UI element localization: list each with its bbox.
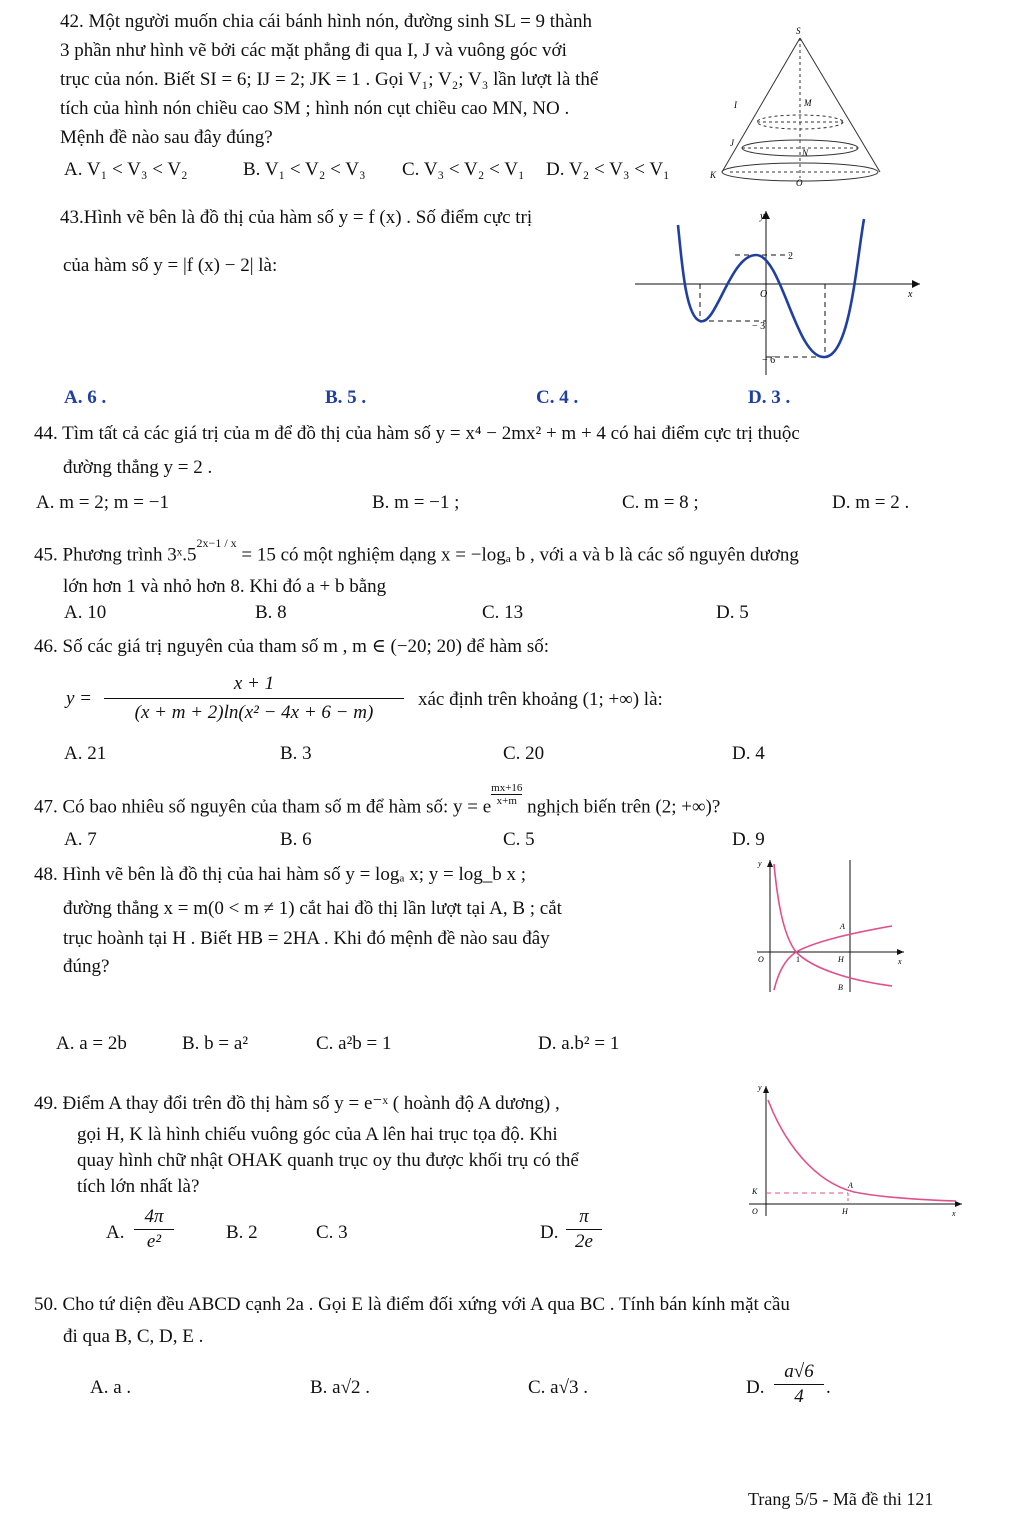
log-b-curve xyxy=(774,926,892,990)
q42-line3: trục của nón. Biết SI = 6; IJ = 2; JK = 1 . Gọi V₁; V₂; V₃ lần lượt là thể xyxy=(60,69,599,90)
q49-option-a[interactable] xyxy=(134,1205,174,1254)
cone-label-o: O xyxy=(796,178,803,188)
axis-label-x: x xyxy=(898,957,902,966)
q47-post: nghịch biến trên (2; +∞)? xyxy=(522,796,721,818)
q45-option-c[interactable]: C. 13 xyxy=(482,602,524,623)
q49-line2: gọi H, K là hình chiếu vuông góc của A lên hai trục tọa độ. Khi xyxy=(77,1124,558,1145)
q49-line1: 49. Điểm A thay đổi trên đồ thị hàm số y = e⁻ˣ ( hoành độ A dương) , xyxy=(34,1093,560,1114)
cone-label-n: N xyxy=(802,148,809,158)
q46-option-d[interactable]: D. 4 xyxy=(732,743,765,764)
exp-curve xyxy=(768,1100,956,1201)
q46-option-a[interactable]: A. 21 xyxy=(64,743,107,764)
q49-option-d[interactable] xyxy=(566,1205,602,1254)
value-label-2: 2 xyxy=(788,251,793,262)
cone-label-i: I xyxy=(734,100,737,110)
q47-line1 xyxy=(34,782,721,819)
q50-option-c[interactable]: C. a√3 . xyxy=(528,1377,589,1398)
q45-exponent: 2x−1 / x xyxy=(196,536,237,550)
q44-option-a[interactable]: A. m = 2; m = −1 xyxy=(36,492,169,513)
q46-numerator: x + 1 xyxy=(104,672,404,699)
q49-option-c[interactable]: C. 3 xyxy=(316,1222,348,1243)
q50-line2: đi qua B, C, D, E . xyxy=(63,1326,204,1347)
q50-line1: 50. Cho tứ diện đều ABCD cạnh 2a . Gọi E là điểm đối xứng với A qua BC . Tính bán kính mặt cầu xyxy=(34,1294,790,1315)
page-footer: Trang 5/5 - Mã đề thi 121 xyxy=(748,1489,934,1509)
q46-tail: xác định trên khoảng (1; +∞) là: xyxy=(418,689,663,710)
q50-option-d-label[interactable]: D. xyxy=(746,1377,765,1398)
q42-option-c[interactable]: C. V₃ < V₂ < V₁ xyxy=(402,159,525,180)
q47-exp-den: x+m xyxy=(496,795,517,808)
cone-label-k: K xyxy=(710,170,717,180)
q48-line1: 48. Hình vẽ bên là đồ thị của hai hàm số y = logₐ x; y = log_b x ; xyxy=(34,864,527,885)
q45-line2: lớn hơn 1 và nhỏ hơn 8. Khi đó a + b bằng xyxy=(63,576,387,597)
q44-line1: 44. Tìm tất cả các giá trị của m để đồ thị của hàm số y = x⁴ − 2mx² + m + 4 có hai điểm cực trị thuộc xyxy=(34,423,800,444)
q49-line4: tích lớn nhất là? xyxy=(77,1176,200,1197)
q45-line1 xyxy=(34,536,799,567)
q47-exp-num: mx+16 xyxy=(491,782,523,794)
q47-pre: 47. Có bao nhiêu số nguyên của tham số m để hàm số: y = e xyxy=(34,796,492,818)
q46-denominator: (x + m + 2)ln(x² − 4x + 6 − m) xyxy=(134,701,374,723)
q49-option-a-num: 4π xyxy=(134,1205,174,1230)
q48-option-a[interactable]: A. a = 2b xyxy=(56,1033,127,1054)
q42-line2: 3 phần như hình vẽ bởi các mặt phẳng đi qua I, J và vuông góc với xyxy=(60,40,567,61)
origin-label: O xyxy=(752,1207,758,1216)
q45-pre: 45. Phương trình 3ˣ.5 xyxy=(34,544,197,566)
q50-option-d-num: a√6 xyxy=(774,1360,824,1385)
point-label-k: K xyxy=(752,1187,758,1196)
q44-line2: đường thẳng y = 2 . xyxy=(63,457,213,478)
cone-label-s: S xyxy=(796,26,801,36)
q43-option-d[interactable]: D. 3 . xyxy=(748,387,791,408)
q50-option-d[interactable] xyxy=(774,1360,824,1409)
q49-option-a-den: e² xyxy=(146,1230,162,1252)
q42-line5: Mệnh đề nào sau đây đúng? xyxy=(60,127,273,148)
axis-label-y: y xyxy=(758,859,762,868)
q47-option-b[interactable]: B. 6 xyxy=(280,829,312,850)
log-graph-q48 xyxy=(752,856,912,996)
q45-option-d[interactable]: D. 5 xyxy=(716,602,749,623)
q48-line2: đường thẳng x = m(0 < m ≠ 1) cắt hai đồ thị lần lượt tại A, B ; cắt xyxy=(63,898,562,919)
q47-option-c[interactable]: C. 5 xyxy=(503,829,535,850)
origin-label: O xyxy=(758,955,764,964)
q45-post: = 15 có một nghiệm dạng x = −logₐ b , với a và b là các số nguyên dương xyxy=(236,544,799,566)
q43-option-c[interactable]: C. 4 . xyxy=(536,387,579,408)
q48-line3: trục hoành tại H . Biết HB = 2HA . Khi đó mệnh đề nào sau đây xyxy=(63,928,550,949)
q48-option-c[interactable]: C. a²b = 1 xyxy=(316,1033,392,1054)
q46-line1: 46. Số các giá trị nguyên của tham số m , m ∈ (−20; 20) để hàm số: xyxy=(34,636,549,657)
axis-label-x: x xyxy=(952,1209,956,1218)
q49-option-d-num: π xyxy=(566,1205,602,1230)
q49-option-d-den: 2e xyxy=(575,1230,593,1252)
q48-option-d[interactable]: D. a.b² = 1 xyxy=(538,1033,620,1054)
cone-label-j: J xyxy=(730,138,734,148)
q42-option-b[interactable]: B. V₁ < V₂ < V₃ xyxy=(243,159,366,180)
q49-option-a-label[interactable]: A. xyxy=(106,1222,125,1243)
q50-option-d-tail: . xyxy=(826,1377,831,1398)
point-label-h: H xyxy=(838,955,844,964)
q48-option-b[interactable]: B. b = a² xyxy=(182,1033,249,1054)
axis-label-x: x xyxy=(908,289,913,300)
q46-y: y = xyxy=(66,688,93,709)
value-label-minus6: − 6 xyxy=(762,355,776,366)
q47-option-d[interactable]: D. 9 xyxy=(732,829,765,850)
point-label-b: B xyxy=(838,983,843,992)
q45-option-a[interactable]: A. 10 xyxy=(64,602,107,623)
q49-line3: quay hình chữ nhật OHAK quanh trục oy thu được khối trụ có thể xyxy=(77,1150,579,1171)
q43-option-b[interactable]: B. 5 . xyxy=(325,387,367,408)
fx-curve xyxy=(678,219,864,357)
axis-label-y: y xyxy=(758,1083,762,1092)
q48-line4: đúng? xyxy=(63,956,110,977)
tick-label-1: 1 xyxy=(796,955,800,964)
origin-label: O xyxy=(760,289,768,300)
value-label-minus3: − 3 xyxy=(752,321,766,332)
axis-label-y: y xyxy=(760,211,765,222)
q42-line1: 42. Một người muốn chia cái bánh hình nón, đường sinh SL = 9 thành xyxy=(60,11,592,32)
cone-figure xyxy=(700,20,890,190)
q42-option-d[interactable]: D. V₂ < V₃ < V₁ xyxy=(546,159,670,180)
q44-option-b[interactable]: B. m = −1 ; xyxy=(372,492,460,513)
point-label-a: A xyxy=(840,922,845,931)
q44-option-d[interactable]: D. m = 2 . xyxy=(832,492,910,513)
q45-option-b[interactable]: B. 8 xyxy=(255,602,287,623)
q46-option-b[interactable]: B. 3 xyxy=(280,743,312,764)
log-a-curve xyxy=(774,864,892,986)
q50-option-d-den: 4 xyxy=(794,1385,804,1407)
q42-line4: tích của hình nón chiều cao SM ; hình nón cụt chiều cao MN, NO . xyxy=(60,98,570,119)
q44-option-c[interactable]: C. m = 8 ; xyxy=(622,492,699,513)
q43-option-a[interactable]: A. 6 . xyxy=(64,387,107,408)
q50-option-b[interactable]: B. a√2 . xyxy=(310,1377,371,1398)
exp-graph-q49 xyxy=(744,1082,969,1222)
cone-label-m: M xyxy=(804,98,812,108)
q42-option-a[interactable]: A. V₁ < V₃ < V₂ xyxy=(64,159,188,180)
q43-line1: 43.Hình vẽ bên là đồ thị của hàm số y = f (x) . Số điểm cực trị xyxy=(60,207,533,228)
q43-line2: của hàm số y = |f (x) − 2| là: xyxy=(63,255,278,276)
q47-option-a[interactable]: A. 7 xyxy=(64,829,97,850)
q49-option-b[interactable]: B. 2 xyxy=(226,1222,258,1243)
q47-exponent xyxy=(491,782,522,807)
function-graph-q43 xyxy=(630,205,930,380)
q50-option-a[interactable]: A. a . xyxy=(90,1377,132,1398)
point-label-a: A xyxy=(848,1181,853,1190)
point-label-h: H xyxy=(842,1207,848,1216)
q46-option-c[interactable]: C. 20 xyxy=(503,743,545,764)
q49-option-d-label[interactable]: D. xyxy=(540,1222,559,1243)
q46-fraction xyxy=(104,672,404,725)
